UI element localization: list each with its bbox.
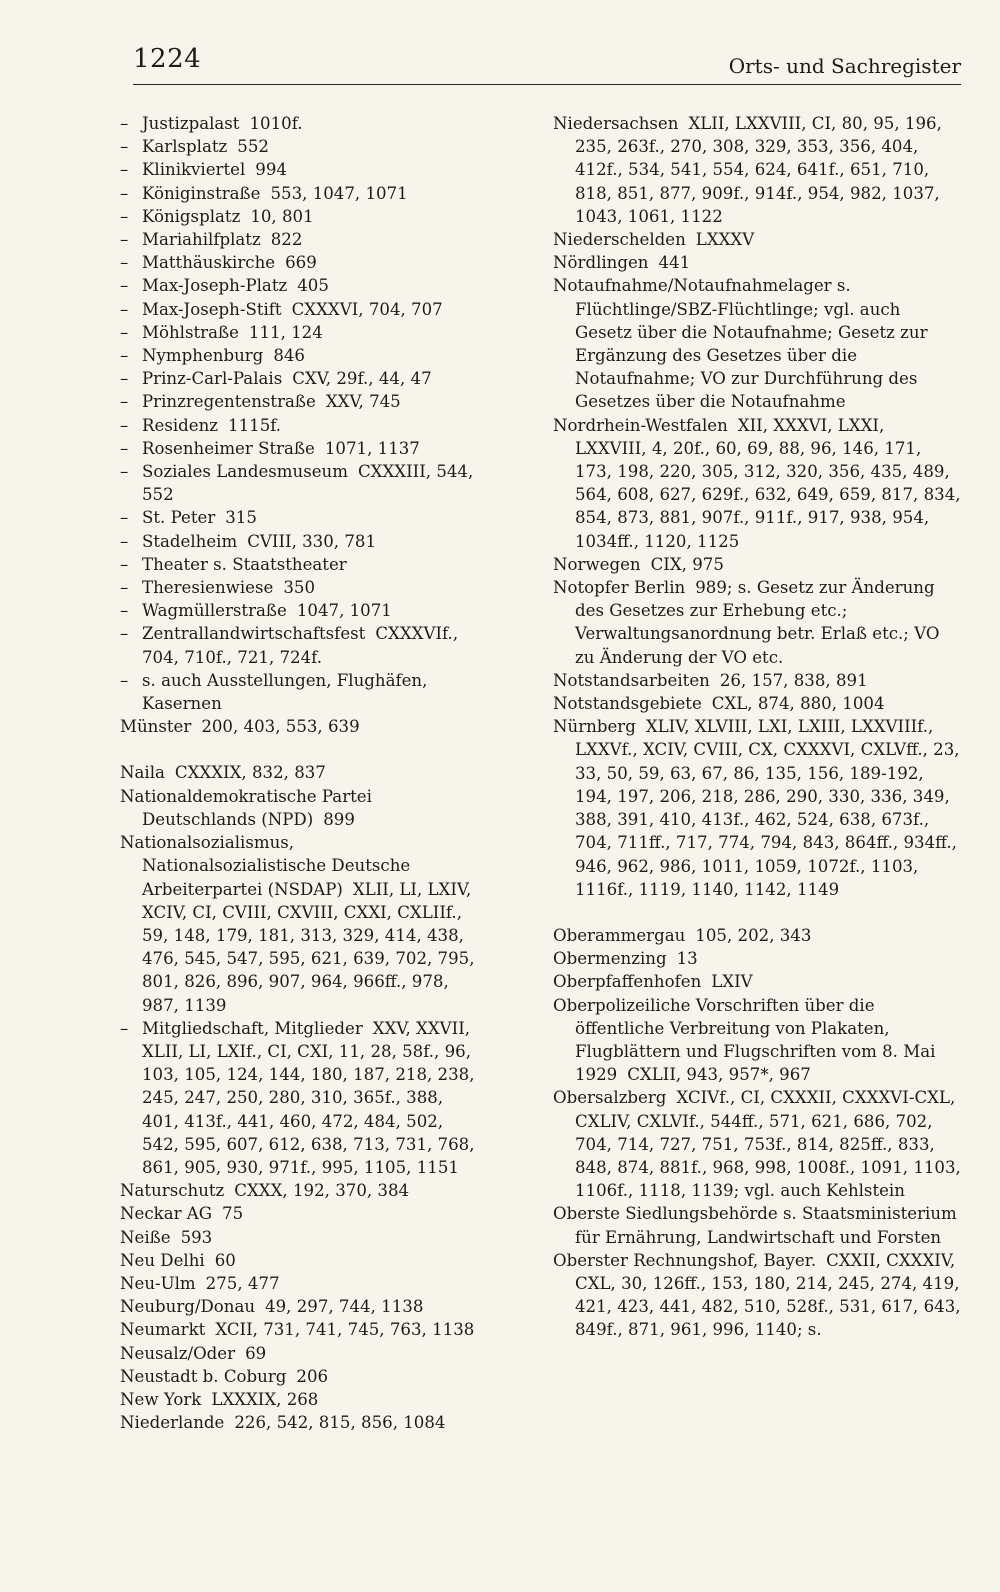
entry-references: 26, 157, 838, 891 — [719, 670, 868, 690]
subentry-dash: – — [120, 160, 129, 180]
subentry-dash: – — [120, 253, 129, 273]
entry-term: Oberster Rechnungshof, Bayer. — [553, 1250, 817, 1270]
entry-references: 75 — [222, 1204, 244, 1224]
entry-term: Stadelheim — [142, 531, 238, 551]
index-entry — [553, 692, 961, 715]
index-entry — [553, 112, 961, 228]
entry-references: XXV, 745 — [325, 392, 401, 412]
index-subentry — [120, 669, 480, 715]
index-entry — [120, 1202, 480, 1225]
entry-term: Notstandsarbeiten — [553, 670, 710, 690]
subentry-dash: – — [120, 438, 129, 458]
index-entry — [120, 1388, 480, 1411]
entry-references: CXXII, CXXXIV, CXL, 30, 126ff., 153, 180, 214, 245, 274, 419, 421, 423, 441, 482, 510, 528f., 531, 617, 643, 849f., 871, 961, 996, 1140; s. — [575, 1250, 961, 1340]
entry-term: Mariahilfplatz — [142, 230, 261, 250]
entry-term: Klinikviertel — [142, 160, 246, 180]
index-entry — [553, 274, 961, 413]
entry-references: CXXX, 192, 370, 384 — [234, 1181, 410, 1201]
entry-references: 1047, 1071 — [296, 601, 392, 621]
index-subentry — [120, 599, 480, 622]
entry-term: St. Peter — [142, 508, 216, 528]
entry-term: Königinstraße — [142, 183, 261, 203]
entry-term: Neuburg/Donau — [120, 1297, 256, 1317]
subentry-dash: – — [120, 183, 129, 203]
index-entry — [120, 715, 480, 738]
entry-references: XII, XXXVI, LXXI, LXXVIII, 4, 20f., 60, 69, 88, 96, 146, 171, 173, 198, 220, 305, 312, 320, 356, 435, 489, 564, 608, 627, 629f., 632, 649, 659, 817, 834, 854, 873, 881, 907f., 911f., 917, 938, 954, 1034ff., 1120, 1125 — [575, 415, 961, 551]
entry-references: XLIV, XLVIII, LXI, LXIII, LXXVIIIf., LXXVf., XCIV, CVIII, CX, CXXXVI, CXLVff., 23, 33, 50, 59, 63, 67, 86, 135, 156, 189-192, 194, 197, 206, 218, 286, 290, 330, 336, 349, 388, 391, 410, 413f., 462, 524, 638, 673f., 704, 711ff., 717, 774, 794, 843, 864ff., 934ff., 946, 962, 986, 1011, 1059, 1072f., 1103, 1116f., 1119, 1140, 1142, 1149 — [575, 717, 960, 899]
entry-term: Nürnberg — [553, 717, 636, 737]
index-subentry — [120, 228, 480, 251]
entry-references: LXXXV — [695, 230, 755, 250]
entry-term: Oberpolizeiliche Vorschriften über die öffentliche Verbreitung von Plakaten, Flugblättern und Flugschriften vom 8. Mai 1929 — [553, 995, 936, 1085]
index-subentry — [120, 1017, 480, 1179]
index-entry — [120, 1411, 480, 1434]
index-entry — [120, 1365, 480, 1388]
entry-term: Notopfer Berlin — [553, 578, 686, 598]
entry-term: Oberste Siedlungsbehörde s. Staatsministerium für Ernährung, Landwirtschaft und Forsten — [553, 1204, 957, 1247]
index-entry — [553, 576, 961, 669]
entry-term: Theresienwiese — [142, 578, 274, 598]
entry-term: Max-Joseph-Platz — [142, 276, 288, 296]
index-entry — [120, 785, 480, 831]
header-rule — [133, 84, 961, 85]
subentry-dash: – — [120, 508, 129, 528]
subentry-dash: – — [120, 346, 129, 366]
index-subentry — [120, 437, 480, 460]
entry-term: Möhlstraße — [142, 322, 239, 342]
entry-term: Neckar AG — [120, 1204, 213, 1224]
index-column-left — [120, 112, 480, 1434]
subentry-dash: – — [120, 462, 129, 482]
entry-term: Soziales Landesmuseum — [142, 462, 348, 482]
entry-term: Neumarkt — [120, 1320, 206, 1340]
index-entry — [120, 761, 480, 784]
entry-references: CVIII, 330, 781 — [247, 531, 377, 551]
subentry-dash: – — [120, 392, 129, 412]
index-subentry — [120, 182, 480, 205]
entry-term: Neu Delhi — [120, 1250, 205, 1270]
entry-term: Mitgliedschaft, Mitglieder — [142, 1018, 363, 1038]
index-entry — [553, 1202, 961, 1248]
entry-term: Oberammergau — [553, 925, 686, 945]
index-subentry — [120, 251, 480, 274]
running-head: Orts- und Sachregister — [728, 54, 961, 78]
entry-term: Notstandsgebiete — [553, 694, 702, 714]
subentry-dash: – — [120, 1018, 129, 1038]
entry-term: Obermenzing — [553, 949, 667, 969]
subentry-dash: – — [120, 578, 129, 598]
entry-references: XLII, LI, LXIV, XCIV, CI, CVIII, CXVIII, CXXI, CXLIIf., 59, 148, 179, 181, 313, 329, 414, 438, 476, 545, 547, 595, 621, 639, 702, 795, 801, 826, 896, 907, 964, 966ff., 978, 987, 1139 — [142, 879, 475, 1015]
index-entry — [120, 1318, 480, 1341]
index-entry — [120, 1226, 480, 1249]
entry-term: Münster — [120, 717, 192, 737]
entry-references: 111, 124 — [248, 322, 323, 342]
index-entry — [553, 228, 961, 251]
entry-references: XCII, 731, 741, 745, 763, 1138 — [215, 1320, 475, 1340]
entry-references: 10, 801 — [250, 206, 314, 226]
entry-references: 350 — [283, 578, 316, 598]
index-subentry — [120, 344, 480, 367]
index-entry — [553, 994, 961, 1087]
index-entry — [120, 1179, 480, 1202]
entry-term: Naila — [120, 763, 165, 783]
index-entry — [553, 924, 961, 947]
entry-references: CXXXVIf., 704, 710f., 721, 724f. — [142, 624, 459, 667]
entry-term: Prinz-Carl-Palais — [142, 369, 283, 389]
entry-references: 846 — [273, 346, 305, 366]
entry-references: 1071, 1137 — [324, 438, 420, 458]
entry-references: 1115f. — [228, 415, 282, 435]
entry-term: Nationaldemokratische Partei Deutschlands (NPD) — [120, 786, 372, 829]
index-entry — [553, 414, 961, 553]
subentry-dash: – — [120, 554, 129, 574]
index-entry — [553, 970, 961, 993]
index-subentry — [120, 622, 480, 668]
index-entry — [553, 669, 961, 692]
index-subentry — [120, 158, 480, 181]
entry-references: 200, 403, 553, 639 — [201, 717, 360, 737]
entry-term: Rosenheimer Straße — [142, 438, 315, 458]
entry-references: CXLII, 943, 957*, 967 — [627, 1065, 811, 1085]
entry-references: 60 — [214, 1250, 236, 1270]
page-header — [133, 40, 961, 84]
entry-term: Nordrhein-Westfalen — [553, 415, 728, 435]
subentry-dash: – — [120, 415, 129, 435]
subentry-dash: – — [120, 369, 129, 389]
entry-references: 552 — [237, 137, 269, 157]
entry-references: CXXXIX, 832, 837 — [174, 763, 326, 783]
entry-term: s. auch Ausstellungen, Flughäfen, Kasernen — [142, 670, 428, 714]
entry-references: 275, 477 — [205, 1273, 280, 1293]
index-entry — [120, 831, 480, 1017]
entry-references: 593 — [180, 1227, 213, 1247]
entry-references: CXV, 29f., 44, 47 — [292, 369, 432, 389]
index-entry — [120, 1342, 480, 1365]
subentry-dash: – — [120, 531, 129, 551]
entry-term: Naturschutz — [120, 1181, 225, 1201]
entry-term: Theater s. Staatstheater — [142, 554, 347, 574]
entry-term: New York — [120, 1389, 202, 1409]
entry-references: 553, 1047, 1071 — [270, 183, 408, 203]
entry-references: 69 — [245, 1343, 267, 1363]
entry-term: Oberpfaffenhofen — [553, 972, 702, 992]
entry-references: CXL, 874, 880, 1004 — [711, 694, 885, 714]
index-entry — [120, 1295, 480, 1318]
entry-term: Prinzregentenstraße — [142, 392, 316, 412]
index-subentry — [120, 530, 480, 553]
entry-term: Nationalsozialismus, Nationalsozialistische Deutsche Arbeiterpartei (NSDAP) — [120, 833, 411, 899]
index-entry — [553, 715, 961, 901]
page-number: 1224 — [133, 44, 202, 74]
entry-term: Niedersachsen — [553, 114, 679, 133]
entry-term: Niederlande — [120, 1413, 225, 1433]
index-entry — [553, 1086, 961, 1202]
index-entry — [553, 1249, 961, 1342]
entry-term: Nördlingen — [553, 253, 649, 273]
index-subentry — [120, 298, 480, 321]
entry-term: Neu-Ulm — [120, 1273, 196, 1293]
index-subentry — [120, 414, 480, 437]
entry-term: Karlsplatz — [142, 137, 228, 157]
entry-references: 49, 297, 744, 1138 — [265, 1297, 424, 1317]
subentry-dash: – — [120, 601, 129, 621]
index-entry — [120, 1272, 480, 1295]
entry-references: LXIV — [711, 972, 753, 992]
entry-gap — [120, 738, 480, 761]
subentry-dash: – — [120, 299, 129, 319]
entry-term: Nymphenburg — [142, 346, 264, 366]
index-subentry — [120, 553, 480, 576]
entry-term: Residenz — [142, 415, 219, 435]
index-subentry — [120, 205, 480, 228]
entry-term: Norwegen — [553, 554, 641, 574]
index-subentry — [120, 390, 480, 413]
entry-references: XXV, XXVII, XLII, LI, LXIf., CI, CXI, 11, 28, 58f., 96, 103, 105, 124, 144, 180, 187, 218, 238, 245, 247, 250, 280, 310, 365f., 388, 401, 413f., 441, 460, 472, 484, 502, 542, 595, 607, 612, 638, 713, 731, 768, 861, 905, 930, 971f., 995, 1105, 1151 — [142, 1018, 475, 1177]
index-subentry — [120, 576, 480, 599]
entry-term: Obersalzberg — [553, 1088, 667, 1108]
entry-references: CXXXIII, 544, 552 — [142, 462, 474, 505]
subentry-dash: – — [120, 322, 129, 342]
subentry-dash: – — [120, 137, 129, 157]
subentry-dash: – — [120, 230, 129, 250]
entry-references: 899 — [323, 809, 355, 829]
entry-term: Matthäuskirche — [142, 253, 276, 273]
entry-references: 669 — [285, 253, 317, 273]
entry-references: LXXXIX, 268 — [211, 1389, 319, 1409]
entry-term: Wagmüllerstraße — [142, 601, 287, 621]
entry-references: 441 — [658, 253, 691, 273]
entry-term: Königsplatz — [142, 206, 241, 226]
entry-references: 1010f. — [249, 114, 303, 133]
index-subentry — [120, 274, 480, 297]
entry-term: Neustadt b. Coburg — [120, 1366, 287, 1386]
entry-references: 13 — [676, 949, 698, 969]
index-entry — [553, 947, 961, 970]
index-entry — [553, 553, 961, 576]
entry-term: Zentrallandwirtschaftsfest — [142, 624, 366, 644]
entry-references: 822 — [270, 230, 303, 250]
subentry-dash: – — [120, 276, 129, 296]
subentry-dash: – — [120, 206, 129, 226]
entry-term: Niederschelden — [553, 230, 686, 250]
entry-references: 315 — [225, 508, 257, 528]
entry-references: CXXXVI, 704, 707 — [291, 299, 443, 319]
entry-term: Neiße — [120, 1227, 171, 1247]
index-subentry — [120, 321, 480, 344]
index-subentry — [120, 460, 480, 506]
entry-term: Justizpalast — [142, 114, 240, 133]
subentry-dash: – — [120, 114, 129, 133]
entry-term: Max-Joseph-Stift — [142, 299, 282, 319]
index-subentry — [120, 112, 480, 135]
entry-references: 405 — [297, 276, 329, 296]
index-entry — [553, 251, 961, 274]
index-subentry — [120, 135, 480, 158]
index-subentry — [120, 367, 480, 390]
index-subentry — [120, 506, 480, 529]
entry-references: CIX, 975 — [650, 554, 724, 574]
entry-references: 206 — [296, 1366, 329, 1386]
entry-references: 989; s. Gesetz zur Änderung des Gesetzes zur Erhebung etc.; Verwaltungsanordnung betr. Erlaß etc.; VO zu Änderung der VO etc. — [575, 578, 940, 667]
subentry-dash: – — [120, 624, 129, 644]
entry-references: 994 — [255, 160, 287, 180]
entry-term: Notaufnahme/Notaufnahmelager s. Flüchtlinge/SBZ-Flüchtlinge; vgl. auch Gesetz über die Notaufnahme; Gesetz zur Ergänzung des Gesetzes über die Notaufnahme; VO zur Durchführung des Gesetzes über die Notaufnahme — [553, 276, 928, 412]
subentry-dash: – — [120, 670, 129, 690]
entry-references: 105, 202, 343 — [695, 925, 812, 945]
entry-gap — [553, 901, 961, 924]
entry-references: 226, 542, 815, 856, 1084 — [234, 1413, 446, 1433]
index-entry — [120, 1249, 480, 1272]
entry-references: XCIVf., CI, CXXXII, CXXXVI-CXL, CXLIV, CXLVIf., 544ff., 571, 621, 686, 702, 704, 714, 727, 751, 753f., 814, 825ff., 833, 848, 874, 881f., 968, 998, 1008f., 1091, 1103, 1106f., 1118, 1139; vgl. auch Kehlstein — [575, 1088, 961, 1201]
entry-references: XLII, LXXVIII, CI, 80, 95, 196, 235, 263f., 270, 308, 329, 353, 356, 404, 412f., 534, 541, 554, 624, 641f., 651, 710, 818, 851, 877, 909f., 914f., 954, 982, 1037, 1043, 1061, 1122 — [575, 114, 942, 226]
entry-term: Neusalz/Oder — [120, 1343, 236, 1363]
index-column-right — [553, 112, 961, 1342]
